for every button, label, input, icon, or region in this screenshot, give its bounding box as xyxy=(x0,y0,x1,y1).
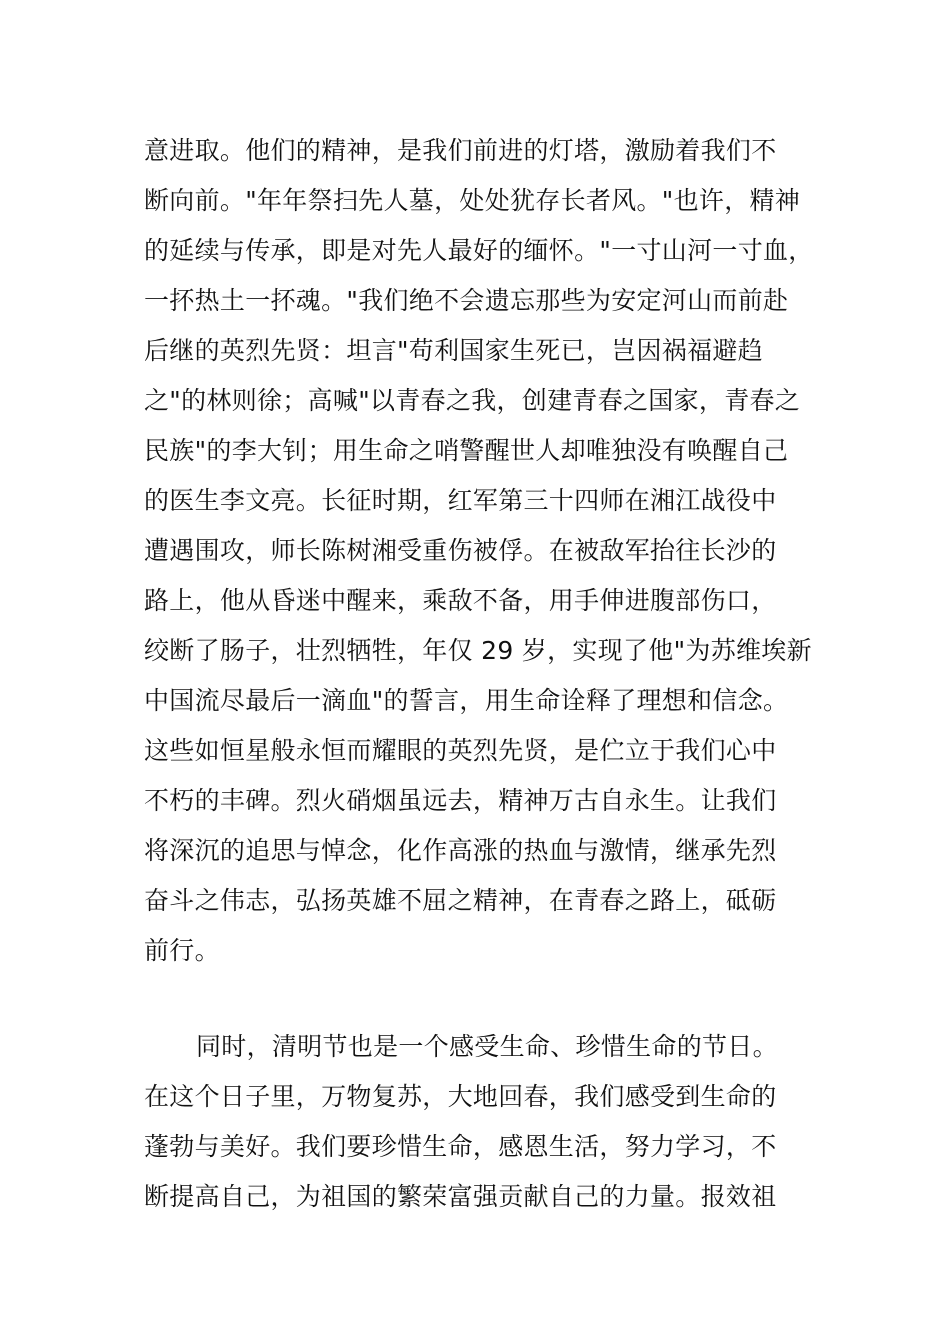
text-line: 一抔热土一抔魂。"我们绝不会遗忘那些为安定河山而前赴 xyxy=(144,286,789,315)
text-line: 奋斗之伟志，弘扬英雄不屈之精神，在青春之路上，砥砺 xyxy=(144,886,777,915)
text-line: 这些如恒星般永恒而耀眼的英烈先贤，是伫立于我们心中 xyxy=(144,736,777,765)
text-line: 路上，他从昏迷中醒来，乘敌不备，用手伸进腹部伤口， xyxy=(144,586,777,615)
text-line: 同时，清明节也是一个感受生命、珍惜生命的节日。 xyxy=(196,1032,778,1061)
text-line: 意进取。他们的精神，是我们前进的灯塔，激励着我们不 xyxy=(144,136,777,165)
text-line: 前行。 xyxy=(144,936,220,965)
text-line: 后继的英烈先贤：坦言"苟利国家生死已，岂因祸福避趋 xyxy=(144,336,764,365)
text-line: 中国流尽最后一滴血"的誓言，用生命诠释了理想和信念。 xyxy=(144,686,789,715)
text-line: 将深沉的追思与悼念，化作高涨的热血与激情，继承先烈 xyxy=(144,836,777,865)
text-line: 在这个日子里，万物复苏，大地回春，我们感受到生命的 xyxy=(144,1082,777,1111)
text-line: 绞断了肠子，壮烈牺牲，年仅 29 岁，实现了他"为苏维埃新 xyxy=(144,636,812,665)
text-line: 不朽的丰碑。烈火硝烟虽远去，精神万古自永生。让我们 xyxy=(144,786,777,815)
paragraph xyxy=(144,126,834,976)
text-line: 蓬勃与美好。我们要珍惜生命，感恩生活，努力学习，不 xyxy=(144,1132,777,1161)
paragraph xyxy=(144,1022,834,1222)
text-line: 的医生李文亮。长征时期，红军第三十四师在湘江战役中 xyxy=(144,486,777,515)
text-line: 遭遇围攻，师长陈树湘受重伤被俘。在被敌军抬往长沙的 xyxy=(144,536,777,565)
text-line: 断向前。"年年祭扫先人墓，处处犹存长者风。"也许，精神 xyxy=(144,186,801,215)
text-line: 断提高自己，为祖国的繁荣富强贡献自己的力量。报效祖 xyxy=(144,1182,777,1211)
text-line: 民族"的李大钊；用生命之哨警醒世人却唯独没有唤醒自己 xyxy=(144,436,789,465)
text-line: 的延续与传承，即是对先人最好的缅怀。"一寸山河一寸血， xyxy=(144,236,814,265)
text-line: 之"的林则徐；高喊"以青春之我，创建青春之国家，青春之 xyxy=(144,386,801,415)
